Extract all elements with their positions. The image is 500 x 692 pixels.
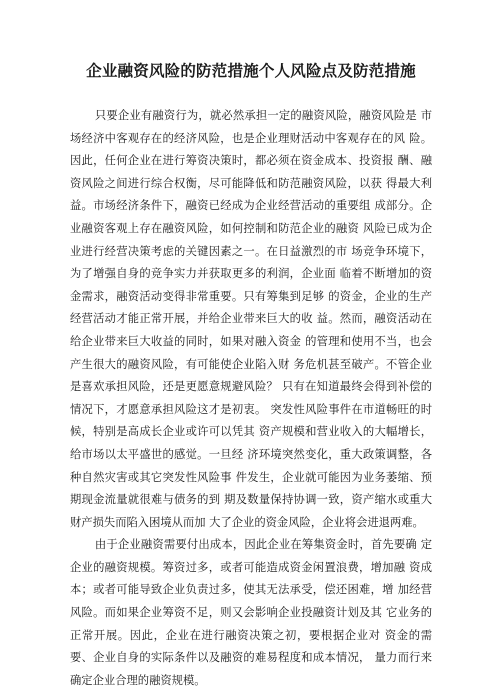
document-title: 企业融资风险的防范措施个人风险点及防范措施: [86, 61, 416, 80]
body-paragraph-2: 由于企业融资需要付出成本，因此企业在筹集资金时，首先要确 定企业的融资规模。筹资过多，或者可能造成资金闲置浪费，增加融 资成本；或者可能导致企业负责过多，使其无法承受，偿还困难，增 加经营风险。而如果企业筹资不足，则又会影响企业投融资计划及其 它业务的正常开展。因此，企业在进行融资决策之初，要根据企业对 资金的需要、企业自身的实际条件以及融资的难易程度和成本情况， 量力而行来确定企业合理的融资规模。: [70, 538, 432, 687]
body-paragraph-1: 只要企业有融资行为，就必然承担一定的融资风险，融资风险是 市场经济中客观存在的经济风险，也是企业理财活动中客观存在的风 险。因此，任何企业在进行筹资决策时，都必须在资金成本、投资报 酬、融资风险之间进行综合权衡，尽可能降低和防范融资风险，以获 得最大利益。市场经济条件下，融资已经成为企业经营活动的重要组 成部分。企业融资客观上存在融资风险，如何控制和防范企业的融资 风险已成为企业进行经营决策考虑的关键因素之一。在日益激烈的市 场竞争环境下，为了增强自身的竞争实力并获取更多的利润，企业面 临着不断增加的资金需求，融资活动变得非常重要。只有筹集到足够 的资金，企业的生产经营活动才能正常开展，并给企业带来巨大的收 益。然而，融资活动在给企业带来巨大收益的同时，如果对融入资金 的管理和使用不当，也会产生很大的融资风险，有可能使企业陷入财 务危机甚至破产。不管企业是喜欢承担风险，还是更愿意规避风险？ 只有在知道最终会得到补偿的情况下，才愿意承担风险这才是初衷。 突发性风险事件在市道畅旺的时候，特别是高成长企业或许可以凭其 资产规模和营业收入的大幅增长，给市场以太平盛世的感觉。一旦经 济环境突然变化，重大政策调整，各种自然灾害或其它突发性风险事 件发生，企业就可能因为业务萎缩、预期现金流量就很难与债务的到 期及数量保持协调一致，资产缩水或重大财产损失而陷入困境从而加 大了企业的资金风险，企业将会进退两难。: [70, 109, 432, 529]
